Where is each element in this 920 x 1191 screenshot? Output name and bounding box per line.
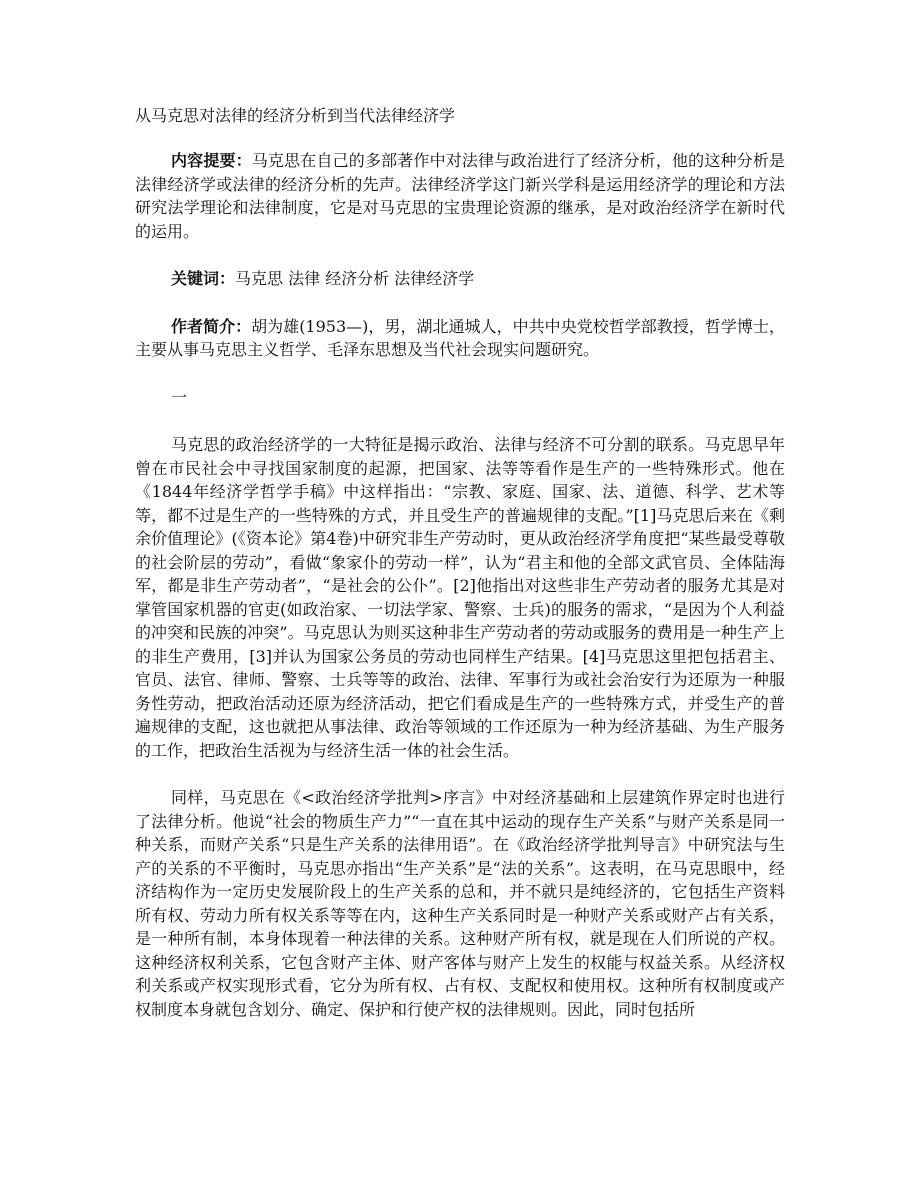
body-paragraph-1: 马克思的政治经济学的一大特征是揭示政治、法律与经济不可分割的联系。马克思早年曾在市民社会中寻找国家制度的起源，把国家、法等等看作是生产的一些特殊形式。他在《1844年经济学哲学手稿》中这样指出：“宗教、家庭、国家、法、道德、科学、艺术等等，都不过是生产的一些特殊的方式，并且受生产的普遍规律的支配。”[1]马克思后来在《剩余价值理论》(《资本论》第4卷)中研究非生产劳动时，更从政治经济学角度把“某些最受尊敬的社会阶层的劳动”，看做“象家仆的劳动一样”，认为“君主和他的全部文武官员、全体陆海军，都是非生产劳动者”，“是社会的公仆”。[2]他指出对这些非生产劳动者的服务尤其是对掌管国家机器的官吏(如政治家、一切法学家、警察、士兵)的服务的需求，“是因为个人利益的冲突和民族的冲突”。马克思认为则买这种非生产劳动者的劳动或服务的费用是一种生产上的非生产费用，[3]并认为国家公务员的劳动也同样生产结果。[4]马克思这里把包括君主、官员、法官、律师、警察、士兵等等的政治、法律、军事行为或社会治安行为还原为一种服务性劳动，把政治活动还原为经济活动，把它们看成是生产的一些特殊方式，并受生产的普遍规律的支配，这也就把从事法律、政治等领域的工作还原为一种为经济基础、为生产服务的工作，把政治生活视为与经济生活一体的社会生活。 <box>135 435 785 760</box>
author-label: 作者简介： <box>171 316 252 336</box>
author-text: 胡为雄(1953—)，男，湖北通城人，中共中央党校哲学部教授，哲学博士，主要从事马克思主义哲学、毛泽东思想及当代社会现实问题研究。 <box>135 316 785 359</box>
keywords-label: 关键词： <box>171 269 236 288</box>
author-paragraph <box>135 315 785 362</box>
article-title: 从马克思对法律的经济分析到当代法律经济学 <box>135 106 456 125</box>
abstract-text: 马克思在自己的多部著作中对法律与政治进行了经济分析，他的这种分析是法律经济学或法律的经济分析的先声。法律经济学这门新兴学科是运用经济学的理论和方法研究法学理论和法律制度，它是对马克思的宝贵理论资源的继承，是对政治经济学在新时代的运用。 <box>135 151 785 241</box>
abstract-paragraph <box>135 149 785 243</box>
keywords-text: 马克思 法律 经济分析 法律经济学 <box>235 269 475 288</box>
document-page <box>135 104 785 1045</box>
abstract-label: 内容提要： <box>171 151 252 170</box>
body-paragraph-2: 同样，马克思在《<政治经济学批判>序言》中对经济基础和上层建筑作界定时也进行了法律分析。他说“社会的物质生产力”“一直在其中运动的现存生产关系”与财产关系是同一种关系，而财产关系“只是生产关系的法律用语”。在《政治经济学批判导言》中研究法与生产的关系的不平衡时，马克思亦指出“生产关系”是“法的关系”。这表明，在马克思眼中，经济结构作为一定历史发展阶段上的生产关系的总和，并不就只是纯经济的，它包括生产资料所有权、劳动力所有权关系等等在内，这种生产关系同时是一种财产关系或财产占有关系，是一种所有制，本身体现着一种法律的关系。这种财产所有权，就是现在人们所说的产权。这种经济权利关系，它包含财产主体、财产客体与财产上发生的权能与权益关系。从经济权利关系或产权实现形式看，它分为所有权、占有权、支配权和使用权。这种所有权制度或产权制度本身就包含划分、确定、保护和行使产权的法律规则。因此，同时包括所 <box>135 788 785 1019</box>
section-heading: 一 <box>171 387 188 407</box>
keywords-paragraph <box>135 267 785 291</box>
